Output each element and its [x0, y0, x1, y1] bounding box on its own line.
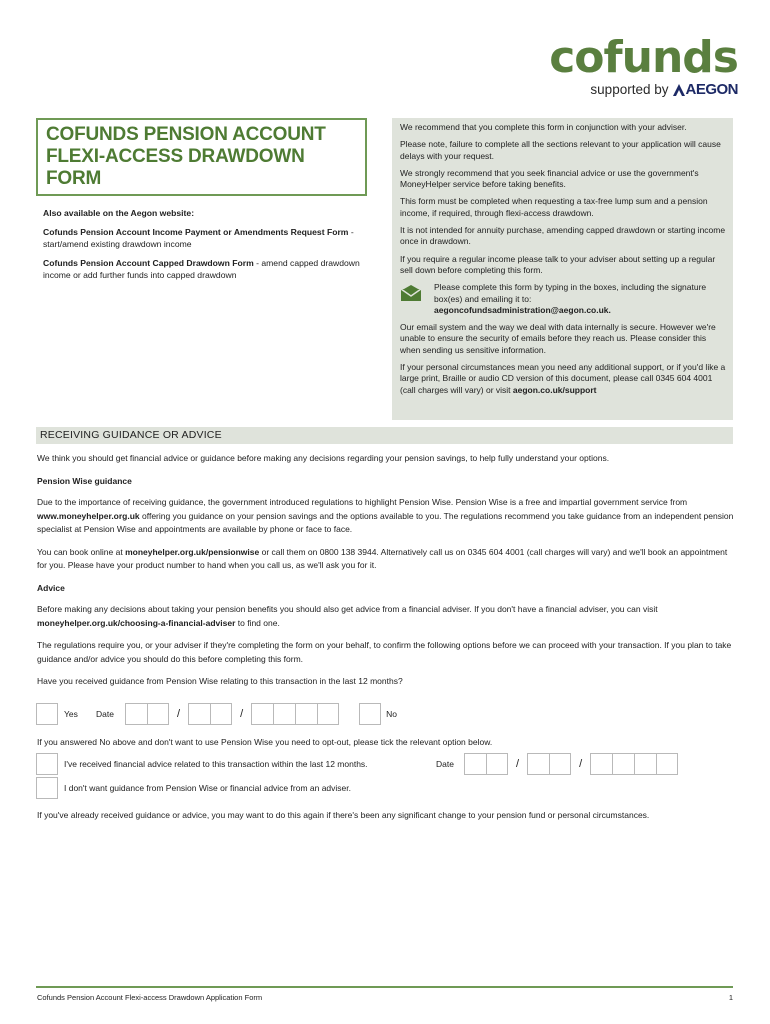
email-instructions: [400, 282, 727, 316]
yes-label: Yes: [64, 709, 78, 719]
page-number: 1: [728, 993, 733, 1002]
pension-wise-p2: [37, 546, 737, 573]
aegon-wordmark: AEGON: [685, 81, 738, 98]
option-financial-advice-row: I've received financial advice related to this transaction within the last 12 months. Date / /: [36, 753, 678, 775]
email-text: Please complete this form by typing in the boxes, including the signature box(es) and emailing it to:: [434, 282, 707, 304]
logo-tagline: [590, 81, 738, 98]
no-guidance-label: I don't want guidance from Pension Wise or financial advice from an adviser.: [64, 783, 351, 793]
advice-date-label: Date: [436, 759, 454, 769]
no-checkbox[interactable]: [359, 703, 381, 725]
no-label: No: [386, 709, 397, 719]
footer-doc-name: Cofunds Pension Account Flexi-access Drawdown Application Form: [37, 993, 263, 1002]
pension-wise-p1: [37, 496, 737, 537]
option-no-guidance-row: [36, 777, 351, 799]
pension-wise-heading: Pension Wise guidance: [37, 475, 132, 486]
pensionwise-link[interactable]: moneyhelper.org.uk/pensionwise: [125, 546, 260, 557]
guidance-body: [37, 452, 737, 698]
also-available-item-2: [43, 257, 368, 281]
item2-desc: - amend capped drawdown income or add further funds into capped drawdown: [43, 258, 360, 280]
info-p6: If you require a regular income please talk to your adviser about setting up a regular sell down before completing this form.: [400, 253, 716, 275]
guidance-answer-row: Yes Date / / No: [36, 703, 397, 725]
item1-desc: - start/amend existing drawdown income: [43, 227, 354, 249]
also-available-heading: Also available on the Aegon website:: [43, 208, 195, 218]
section-heading-guidance: RECEIVING GUIDANCE OR ADVICE: [36, 427, 733, 444]
form-title: COFUNDS PENSION ACCOUNT FLEXI-ACCESS DRAWDOWN FORM: [46, 124, 326, 189]
form-title-box: [36, 118, 367, 196]
advice-date-day-field[interactable]: [464, 753, 508, 775]
info-panel: [392, 118, 733, 420]
optout-instruction: If you answered No above and don't want to use Pension Wise you need to opt-out, please tick the relevant option below.: [37, 737, 493, 747]
advice-heading: Advice: [37, 582, 65, 593]
pw-p1-a: Due to the importance of receiving guidance, the government introduced regulations to highlight Pension Wise. Pension Wise is a free and impartial government service from: [37, 497, 688, 507]
cofunds-logo: [549, 32, 738, 102]
date-year-field[interactable]: [251, 703, 339, 725]
also-available-item-1: [43, 226, 368, 250]
aegon-mark-icon: [673, 84, 685, 96]
date-day-field[interactable]: [125, 703, 169, 725]
footer-divider: [36, 986, 733, 988]
advice-date-year-field[interactable]: [590, 753, 678, 775]
yes-checkbox[interactable]: [36, 703, 58, 725]
aegon-logo: [673, 81, 738, 98]
income-payment-form-link[interactable]: Cofunds Pension Account Income Payment or Amendments Request Form: [43, 227, 349, 237]
financial-advice-label: I've received financial advice related to this transaction within the last 12 months.: [64, 759, 368, 769]
pension-wise-question: Have you received guidance from Pension Wise relating to this transaction in the last 12 months?: [37, 676, 403, 686]
info-p8: [400, 362, 727, 396]
info-p2: Please note, failure to complete all the sections relevant to your application will cause delays with your request.: [400, 139, 721, 161]
also-available-section: [43, 207, 368, 288]
choosing-adviser-link[interactable]: moneyhelper.org.uk/choosing-a-financial-adviser: [37, 617, 236, 628]
closing-text: If you've already received guidance or advice, you may want to do this again if there's been any significant change to your pension fund or personal circumstances.: [37, 810, 650, 820]
info-p3: We strongly recommend that you seek financial advice or use the government's MoneyHelper service before taking benefits.: [400, 167, 699, 190]
info-p4: This form must be completed when requesting a tax-free lump sum and a pension income, if required, through flexi-access drawdown.: [400, 196, 708, 218]
advice-date-month-field[interactable]: [527, 753, 571, 775]
info-p7: Our email system and the way we deal with data internally is secure. However we're unable to ensure the security of emails before they reach us. Please consider this when sending us sensitive information.: [400, 322, 716, 355]
pw-p2-b: or call them on 0800 138 3944. Alternatively call us on 0345 604 4001 (call charges will vary) and we'll book an appointment for you. Please have your product number to hand when you call us, as we'll ask you for it.: [37, 546, 728, 570]
date-month-field[interactable]: [188, 703, 232, 725]
info-p1: We recommend that you complete this form in conjunction with your adviser.: [400, 122, 687, 132]
pw-p2-a: You can book online at: [37, 546, 126, 557]
capped-drawdown-form-link[interactable]: Cofunds Pension Account Capped Drawdown Form: [43, 258, 254, 268]
supported-by-text: supported by: [590, 82, 669, 97]
financial-advice-checkbox[interactable]: [36, 753, 58, 775]
envelope-icon: [400, 284, 422, 302]
intro-text: We think you should get financial advice or guidance before making any decisions regarding your pension savings, to help fully understand your options.: [37, 453, 610, 463]
info-p5: It is not intended for annuity purchase, amending capped drawdown or starting income once in drawdown.: [400, 225, 726, 247]
adv-p1-b: to find one.: [235, 617, 280, 628]
date-label: Date: [96, 709, 114, 719]
adv-p1-a: Before making any decisions about taking your pension benefits you should also get advice from a financial adviser. If you don't have a financial adviser, you can visit: [37, 604, 658, 614]
aegon-support-link[interactable]: aegon.co.uk/support: [512, 384, 597, 395]
advice-p1: [37, 603, 737, 630]
info-p8-text: If your personal circumstances mean you need any additional support, or if you'd like a large print, Braille or audio CD version of this document, please call 0345 604 4001 (call charges will vary) or visit: [400, 362, 726, 395]
moneyhelper-link[interactable]: www.moneyhelper.org.uk: [37, 510, 140, 521]
advice-p2: The regulations require you, or your adviser if they're completing the form on your behalf, to confirm the following options before we can proceed with your transaction. If you plan to take guidance and/or advice you should do this before completing this form.: [37, 640, 732, 664]
logo-wordmark: cofunds: [549, 32, 738, 83]
no-guidance-checkbox[interactable]: [36, 777, 58, 799]
email-address-link[interactable]: aegoncofundsadministration@aegon.co.uk.: [434, 304, 611, 315]
page-footer: [37, 993, 733, 1002]
pw-p1-b: offering you guidance on your pension savings and the options available to you. The regulations recommend you take guidance from an independent pension specialist at Pension Wise and appointments are available by phone or face to face.: [37, 510, 734, 534]
